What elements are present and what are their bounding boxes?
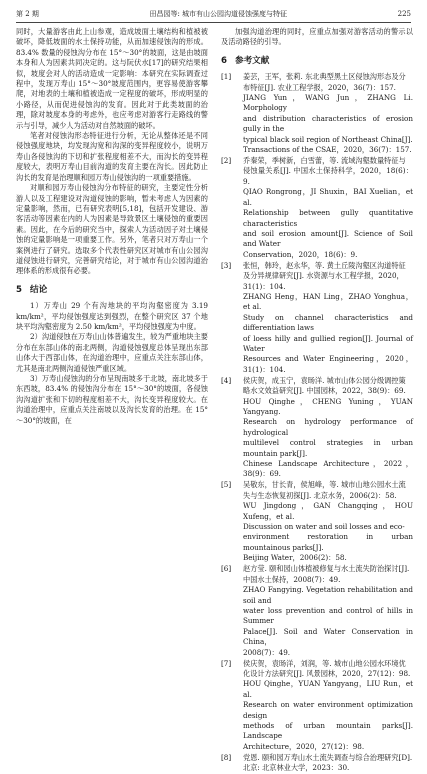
- reference-line: 略水文效益研究[J]. 中国园林，2022，38(9)：69.: [243, 386, 406, 396]
- reference-item: [221, 480, 413, 563]
- page-header: [16, 6, 411, 23]
- reference-line: Architecture，2020，27(12)：98.: [243, 741, 365, 751]
- conclusion-3: 3）万寿山侵蚀沟的分布呈现南坡多于北坡，南北坡多于东西坡，83.4% 的侵蚀沟分布在 15°～30°的坡面，各侵蚀沟沟道扩张和下切的程度相差不大，沟长变异程度较大。在沟道治理中，应重点关注南坡以及沟长发育的治理。在 15°～30°的坡面，在: [16, 374, 208, 425]
- reference-line: 姜芸，王军，张莉. 东北典型黑土区侵蚀沟形态及分: [243, 72, 406, 82]
- reference-line: JIANG Yun，WANG Jun，ZHANG Li. Morphology: [243, 93, 413, 113]
- reference-item: [221, 261, 413, 375]
- reference-line: QIAO Rongrong，JI Shuxin，BAI Xuelian，et al.: [243, 187, 413, 207]
- reference-line: methods of urban mountain parks[J]. Landscape: [243, 720, 413, 741]
- reference-line: ZHANG Heng，HAN Ling，ZHAO Yonghua，et al.: [243, 291, 413, 312]
- section-5-number: 5: [16, 284, 22, 295]
- reference-line: Palace[J]. Soil and Water Conservation in China，: [243, 626, 413, 647]
- right-column: [221, 27, 413, 774]
- reference-line: Research on hydrology performance of hydrological: [243, 417, 413, 437]
- reference-line: 乔秦荣，季树新，白雪蕾，等. 流域沟壑数量特征与: [243, 156, 406, 166]
- reference-line: 布特征[J]. 农业工程学报，2020，36(7)：157.: [243, 82, 396, 92]
- reference-line: Relationship between gully quantitative characteristics: [243, 208, 413, 228]
- reference-line: environment restoration in urban mountainous parks[J].: [243, 532, 413, 552]
- conclusion-continued: 加强沟道治理的同时，应重点加强对游客活动的警示以及活动路径的引导。: [221, 27, 413, 47]
- conclusion-2: 2）沟道侵蚀在万寿山山体普遍发生，较为严重地块主要分布在东部山体的南北两侧，沟道侵蚀强度总体呈现出东部山体大于西部山体，在沟道治理中，应重点关注东部山体，尤其是南北两侧沟道侵蚀严重区域。: [16, 332, 208, 373]
- reference-text: [243, 72, 413, 155]
- reference-text: [243, 564, 413, 658]
- reference-line: typical black soil region of Northeast China[J].: [243, 134, 413, 144]
- reference-text: [243, 261, 413, 375]
- reference-line: 张恒，韩玲，赵永华，等. 黄土丘陵沟壑区沟道特征: [243, 260, 406, 270]
- reference-line: 赵方莹. 颐和园山体植被修复与水土流失防治探讨[J].: [243, 564, 410, 574]
- reference-number: [3]: [221, 260, 232, 270]
- reference-line: Research on water environment optimization design: [243, 700, 413, 720]
- reference-line: 化设计方法研究[J]. 风景园林，2020，27(12)：98.: [243, 668, 411, 678]
- reference-line: 吴敬东，甘长青，侯旭峰，等. 城市山地公园水土流: [243, 480, 406, 490]
- section-5-title: 结论: [29, 284, 48, 295]
- reference-item: [221, 753, 413, 774]
- reference-item: [221, 659, 413, 753]
- reference-line: Study on channel characteristics and differentiation laws: [243, 312, 413, 333]
- reference-number: [4]: [221, 375, 232, 385]
- reference-line: Resources and Water Engineering，2020，31(1)：104.: [243, 354, 413, 374]
- reference-line: water loss prevention and control of hills in Summer: [243, 605, 413, 626]
- reference-number: [7]: [221, 658, 232, 668]
- reference-line: Chinese Landscape Architecture，2022，38(9)：69.: [243, 459, 413, 479]
- reference-number: [8]: [221, 752, 232, 762]
- conclusion-1: 1）万寿山 29 个有沟地块的平均沟壑密度为 3.19 km/km²，平均侵蚀强度达到强烈，在整个研究区 37 个地块平均沟壑密度为 2.50 km/km²，平均侵蚀强度为中度。: [16, 301, 208, 331]
- reference-text: [243, 659, 413, 753]
- section-6-title: 参考文献: [234, 55, 270, 66]
- reference-line: 中国水土保持，2008(7)：49.: [243, 574, 341, 584]
- reference-line: 31(1)：104.: [243, 281, 286, 291]
- reference-line: 2008(7)：49.: [243, 647, 291, 657]
- reference-line: Beijing Water，2006(2)：58.: [243, 553, 347, 563]
- reference-number: [6]: [221, 564, 232, 574]
- reference-number: [5]: [221, 480, 232, 490]
- reference-line: 失与生态恢复初探[J]. 北京水务，2006(2)：58.: [243, 490, 397, 500]
- discussion-paragraph-3: 对顺和园万寿山侵蚀沟分布特征的研究，主要定性分析游人以及工程建设对沟道侵蚀的影响，暂未考虑人为因素的定量影响，然而，已有研究表明[5,18]，包括开发建设、游客活动等因素在内的人为因素是导致景区土壤侵蚀的重要因素。因此，在今后的研究当中，探索人为活动因子对土壤侵蚀的定量影响是一项重要工作。另外，笔者只对万寿山一个案例进行了研究。选取多个代表性研究区对城市有山公园沟道侵蚀进行研究，完善研究结论，对于城市有山公园沟道治理体系的形成很有必要。: [16, 183, 208, 276]
- reference-line: 及分异规律研究[J]. 水资源与水工程学报，2020，: [243, 271, 404, 281]
- reference-item: [221, 564, 413, 658]
- section-6-heading: [221, 56, 413, 66]
- running-title: 田昌园等: 城市有山公园沟道侵蚀强度与特征: [149, 10, 288, 18]
- reference-line: HOU Qinghe，CHENG Yuning，YUAN Yangyang.: [243, 396, 413, 416]
- reference-line: ZHAO Fangying. Vegetation rehabilitation and soil and: [243, 585, 413, 605]
- section-6-number: 6: [221, 55, 227, 66]
- section-5-heading: [16, 285, 208, 295]
- reference-line: 侯庆贺，袁旸洋，刘润，等. 城市山地公园水环境优: [243, 658, 406, 668]
- issue-number: 第 2 期: [16, 10, 39, 18]
- reference-line: Conservation，2020，18(6)：9.: [243, 249, 358, 259]
- reference-line: of loess hilly and gullied region[J]. Journal of Water: [243, 333, 413, 353]
- reference-line: WU Jingdong，GAN Changqing，HOU Xufeng，et al.: [243, 501, 413, 521]
- reference-number: [2]: [221, 156, 232, 166]
- reference-number: [1]: [221, 72, 232, 82]
- left-column: [16, 27, 208, 426]
- reference-text: [243, 480, 413, 563]
- discussion-paragraph-2: 笔者对侵蚀沟形态特征进行分析，无论从整体还是不同侵蚀强度地块，均发现沟宽和沟深的变异程度较小，说明万寿山各侵蚀沟的下切和扩张程度相差不大，而沟长的变异程度较大，表明万寿山目前沟道的发育主要在沟长。因此防止沟长的发育是治理顺和园万寿山侵蚀沟的一项重要措施。: [16, 131, 208, 182]
- reference-line: multilevel control strategies in urban mountain park[J].: [243, 438, 413, 458]
- reference-text: [243, 376, 413, 480]
- reference-item: [221, 72, 413, 155]
- reference-list: [221, 72, 413, 773]
- reference-line: 侵蚀量关系[J]. 中国水土保持科学，2020，18(6)：9.: [243, 166, 413, 186]
- reference-line: HOU Qinghe，YUAN Yangyang，LIU Run，et al.: [243, 679, 413, 699]
- discussion-paragraph-1: 同时，大量游客由此上山参观，造成坡面土壤结构和植被被破坏，降低坡面的水土保持功能，从而加速侵蚀沟的形成。83.4% 数量的侵蚀沟分布在 15°～30°的坡面，这是由坡面本身和人为因素共同决定的。这与阮伏水[17]的研究结果相似，坡度会对人的活动造成一定影响：本研究在实际调查过程中，发现万寿山 15°～30°坡度范围内，更容易使游客攀爬，对地表的土壤和植被造成一定程度的破坏，形成明显的小路径，从而促进侵蚀沟的发育。因此对于此类坡面的治理，除对坡度本身的考虑外，也应考虑对游客行走路线的警示与引导，减少人为活动对自然坡面的破坏。: [16, 27, 208, 130]
- reference-line: and soil erosion amount[J]. Science of Soil and Water: [243, 228, 413, 249]
- reference-item: [221, 156, 413, 260]
- reference-line: Transactions of the CSAE，2020，36(7)：157.: [243, 145, 412, 155]
- reference-item: [221, 376, 413, 480]
- reference-line: Discussion on water and soil losses and eco-: [243, 522, 405, 532]
- page-number: 225: [397, 10, 411, 18]
- reference-text: [243, 156, 413, 260]
- reference-line: and distribution characteristics of erosion gully in the: [243, 113, 413, 134]
- reference-line: 党恩. 颐和园万寿山水土流失调查与综合治理研究[D].: [243, 752, 413, 762]
- reference-line: 侯庆贺，成玉宁，袁旸洋. 城市山体公园分级调控策: [243, 375, 406, 385]
- reference-text: [243, 753, 413, 774]
- reference-line: 北京: 北京林业大学，2023：30.: [243, 763, 350, 773]
